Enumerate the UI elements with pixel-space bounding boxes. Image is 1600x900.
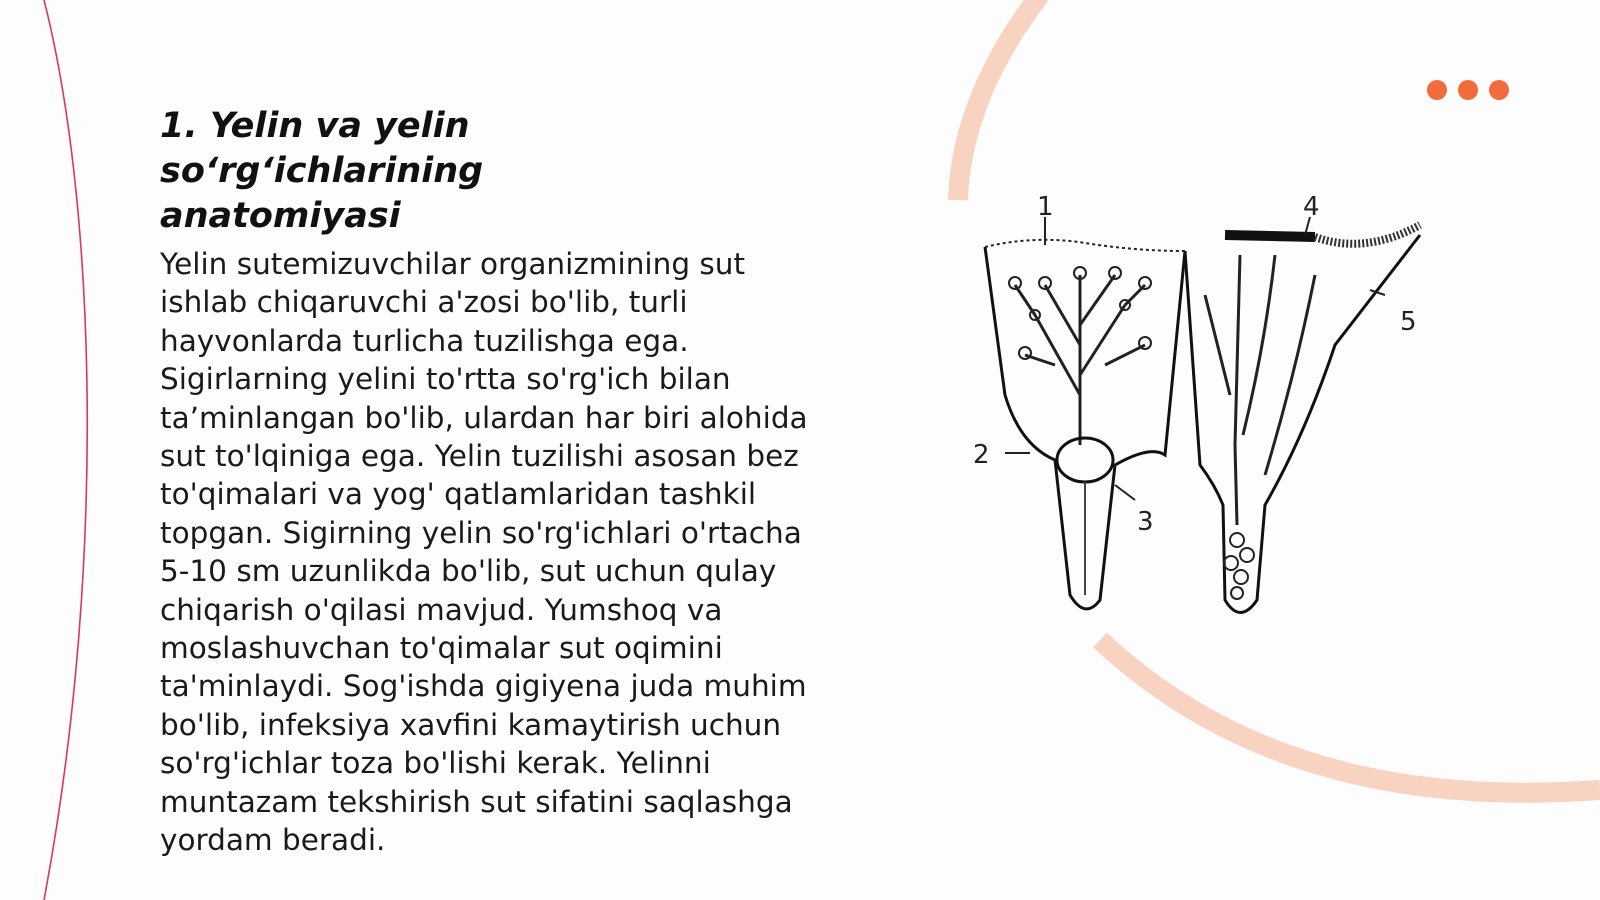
label-5: 5 <box>1400 307 1417 337</box>
label-1: 1 <box>1037 192 1054 222</box>
body-text: Yelin sutemizuvchilar organizmining sut ishlab chiqaruvchi a'zosi bo'lib, turli hayvonlarda turlicha tuzilishga ega. Sigirlarning yelini to'rtta so'rg'ich bilan ta’minlangan bo'lib, ulardan har biri alohida sut to'lqiniga ega. Yelin tuzilishi asosan bez to'qimalari va yog' qatlamlaridan tashkil topgan. Sigirning yelin so'rg'ichlari o'rtacha 5-10 sm uzunlikda bo'lib, sut uchun qulay chiqarish o'qilasi mavjud. Yumshoq va moslashuvchan to'qimalar sut oqimini ta'minlaydi. Sog'ishda gigiyena juda muhim bo'lib, infeksiya xavfini kamaytirish uchun so'rg'ichlar toza bo'lishi kerak. Yelinni muntazam tekshirish sut sifatini saqlashga yordam beradi. <box>160 247 808 858</box>
label-2: 2 <box>973 440 990 470</box>
dot-icon <box>1489 80 1509 100</box>
decorative-dots <box>1427 80 1509 100</box>
slide-title: 1. Yelin va yelin so‘rg‘ichlarining anatomiyasi <box>160 106 484 236</box>
label-4: 4 <box>1303 192 1320 222</box>
label-3: 3 <box>1137 507 1154 537</box>
udder-anatomy-illustration <box>973 192 1465 635</box>
dot-icon <box>1427 80 1447 100</box>
dot-icon <box>1458 80 1478 100</box>
udder-diagram <box>973 192 1465 635</box>
